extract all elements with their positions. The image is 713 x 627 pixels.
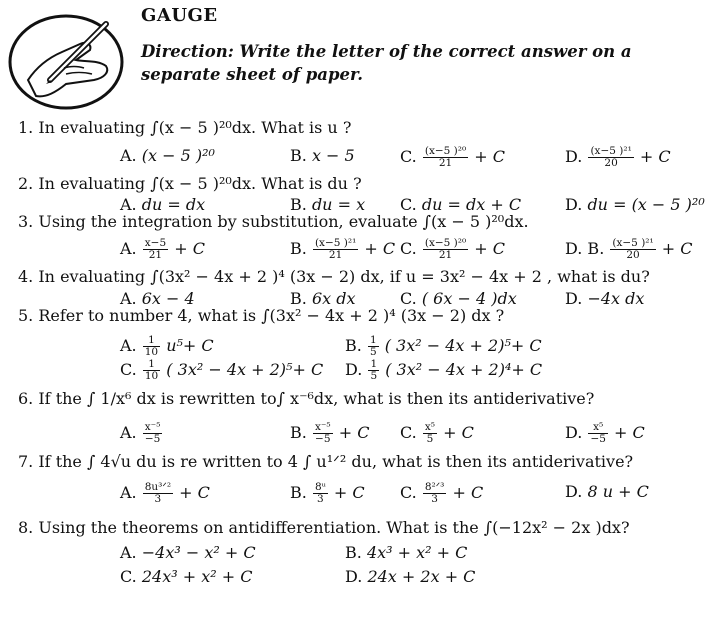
option-fraction bbox=[143, 422, 163, 445]
option-fraction bbox=[143, 359, 160, 382]
option-letter: B. bbox=[290, 289, 312, 308]
answer-option bbox=[345, 543, 467, 562]
answer-option bbox=[400, 482, 483, 505]
answer-option bbox=[120, 146, 215, 165]
question-stem bbox=[18, 518, 630, 537]
answer-option bbox=[400, 238, 505, 261]
option-letter: A. bbox=[120, 289, 142, 308]
answer-option bbox=[345, 567, 475, 586]
fraction-denominator: 10 bbox=[144, 346, 159, 358]
option-fraction bbox=[588, 422, 607, 445]
option-letter: C. bbox=[400, 483, 422, 502]
question-number: 3. bbox=[18, 212, 39, 231]
option-text: 24x³ + x² + C bbox=[141, 567, 253, 586]
answer-option bbox=[290, 482, 365, 505]
question-text: In evaluating ∫(x − 5 )²⁰dx. What is du ? bbox=[38, 174, 362, 193]
question-number: 6. bbox=[18, 389, 39, 408]
question-number: 8. bbox=[18, 518, 39, 537]
fraction-numerator: (x−5 )²⁰ bbox=[424, 237, 467, 249]
fraction-denominator: 21 bbox=[438, 249, 453, 261]
option-text: ( 6x − 4 )dx bbox=[421, 289, 517, 308]
option-text: + C bbox=[359, 239, 396, 258]
fraction-denominator: 3 bbox=[317, 493, 324, 505]
answer-option bbox=[290, 238, 395, 261]
answer-option bbox=[120, 482, 210, 505]
option-fraction bbox=[143, 335, 160, 358]
fraction-numerator: x⁵ bbox=[424, 421, 435, 433]
option-fraction bbox=[368, 359, 379, 382]
option-fraction bbox=[588, 146, 633, 169]
fraction-denominator: −5 bbox=[144, 433, 161, 445]
answer-option bbox=[120, 567, 252, 586]
fraction-numerator: 8ᵘ bbox=[314, 481, 326, 493]
fraction-denominator: −5 bbox=[315, 433, 331, 445]
fraction-denominator: 3 bbox=[431, 493, 438, 505]
fraction-numerator: (x−5 )²⁰ bbox=[424, 145, 467, 157]
option-letter: A. bbox=[120, 195, 142, 214]
option-fraction bbox=[143, 482, 173, 505]
option-text: + C bbox=[437, 423, 474, 442]
fraction-numerator: (x−5 )²¹ bbox=[314, 237, 357, 249]
answer-option bbox=[565, 289, 644, 308]
fraction-denominator: 5 bbox=[370, 370, 378, 382]
fraction-denominator: 3 bbox=[154, 493, 162, 505]
option-text: + C bbox=[447, 483, 484, 502]
option-fraction bbox=[423, 146, 468, 169]
option-fraction bbox=[423, 482, 447, 505]
question-number: 5. bbox=[18, 306, 39, 325]
answer-option bbox=[565, 422, 645, 445]
option-fraction bbox=[423, 238, 468, 261]
fraction-numerator: x−5 bbox=[144, 237, 167, 249]
question-stem bbox=[18, 306, 504, 325]
option-letter: A. bbox=[120, 146, 142, 165]
option-fraction bbox=[610, 238, 655, 261]
answer-option bbox=[400, 422, 474, 445]
fraction-denominator: 21 bbox=[148, 249, 163, 261]
option-text: u⁵+ C bbox=[161, 336, 214, 355]
fraction-denominator: 10 bbox=[144, 370, 159, 382]
question-stem bbox=[18, 267, 650, 286]
option-text: du = x bbox=[311, 195, 366, 214]
option-letter: D. bbox=[345, 360, 368, 379]
question-text: If the ∫ 4√u du is re written to 4 ∫ u¹ᐟ² du, what is then its antiderivative? bbox=[38, 452, 634, 471]
question-text: Using the theorems on antidifferentiation. What is the ∫(−12x² − 2x )dx? bbox=[38, 518, 630, 537]
question-number: 1. bbox=[18, 118, 39, 137]
fraction-numerator: 8²ᐟ³ bbox=[424, 481, 445, 493]
fraction-denominator: 21 bbox=[328, 249, 343, 261]
question-text: Using the integration by substitution, evaluate ∫(x − 5 )²⁰dx. bbox=[38, 212, 529, 231]
option-text: ( 3x² − 4x + 2)⁴+ C bbox=[380, 360, 543, 379]
option-letter: C. bbox=[400, 147, 422, 166]
page-title: GAUGE bbox=[141, 5, 218, 26]
option-text: + C bbox=[174, 483, 210, 502]
option-text: 6x dx bbox=[311, 289, 356, 308]
question-stem bbox=[18, 174, 362, 193]
answer-option bbox=[400, 146, 505, 169]
fraction-denominator: 20 bbox=[626, 249, 640, 261]
option-letter: A. bbox=[120, 543, 142, 562]
question-text: In evaluating ∫(x − 5 )²⁰dx. What is u ? bbox=[38, 118, 352, 137]
option-text: ( 3x² − 4x + 2)⁵+ C bbox=[379, 336, 542, 355]
option-letter: C. bbox=[400, 289, 422, 308]
option-text: ( 3x² − 4x + 2)⁵+ C bbox=[161, 360, 324, 379]
option-text: (x − 5 )²⁰ bbox=[141, 146, 215, 165]
fraction-denominator: 5 bbox=[369, 346, 377, 358]
fraction-numerator: 1 bbox=[370, 358, 378, 370]
fraction-numerator: (x−5 )²¹ bbox=[590, 145, 632, 157]
fraction-numerator: 1 bbox=[143, 335, 160, 347]
hand-writing-icon bbox=[6, 10, 134, 112]
fraction-denominator: 5 bbox=[426, 433, 434, 445]
question-number: 4. bbox=[18, 267, 39, 286]
option-text: 24x + 2x + C bbox=[367, 567, 476, 586]
option-text: −4x³ − x² + C bbox=[141, 543, 256, 562]
option-text: + C bbox=[169, 239, 205, 258]
option-text: du = (x − 5 )²⁰ bbox=[587, 195, 705, 214]
option-letter: C. bbox=[120, 567, 142, 586]
option-letter: D. bbox=[565, 482, 588, 501]
option-letter: D. bbox=[345, 567, 368, 586]
fraction-numerator: x⁻⁵ bbox=[144, 421, 161, 433]
option-fraction bbox=[313, 422, 333, 445]
question-stem bbox=[18, 118, 351, 137]
option-text: du = dx bbox=[141, 195, 206, 214]
option-letter: D. bbox=[565, 289, 588, 308]
answer-option bbox=[120, 422, 163, 445]
question-number: 7. bbox=[18, 452, 39, 471]
answer-option bbox=[120, 238, 205, 261]
option-letter: C. bbox=[400, 423, 422, 442]
option-fraction bbox=[368, 335, 379, 358]
fraction-numerator: (x−5 )²¹ bbox=[612, 237, 654, 249]
option-letter: D. B. bbox=[565, 239, 610, 258]
option-letter: B. bbox=[290, 146, 312, 165]
option-letter: A. bbox=[120, 239, 142, 258]
option-text: + C bbox=[608, 423, 645, 442]
option-text: + C bbox=[656, 239, 693, 258]
option-letter: B. bbox=[345, 336, 367, 355]
question-stem bbox=[18, 452, 633, 471]
option-fraction bbox=[313, 482, 328, 505]
option-letter: D. bbox=[565, 423, 588, 442]
answer-option bbox=[345, 335, 542, 358]
option-letter: B. bbox=[290, 195, 312, 214]
option-text: + C bbox=[333, 423, 370, 442]
option-letter: D. bbox=[565, 147, 588, 166]
option-letter: A. bbox=[120, 423, 142, 442]
fraction-numerator: x⁵ bbox=[588, 422, 607, 434]
option-text: x − 5 bbox=[311, 146, 355, 165]
fraction-denominator: −5 bbox=[590, 433, 606, 445]
option-letter: B. bbox=[290, 483, 312, 502]
option-letter: A. bbox=[120, 483, 142, 502]
option-text: −4x dx bbox=[587, 289, 645, 308]
question-number: 2. bbox=[18, 174, 39, 193]
option-text: 6x − 4 bbox=[141, 289, 195, 308]
fraction-denominator: 20 bbox=[604, 157, 618, 169]
option-text: du = dx + C bbox=[421, 195, 522, 214]
answer-option bbox=[290, 422, 369, 445]
option-letter: B. bbox=[345, 543, 367, 562]
question-stem bbox=[18, 389, 594, 408]
option-fraction bbox=[423, 422, 437, 445]
fraction-numerator: 8u³ᐟ² bbox=[144, 481, 172, 493]
fraction-numerator: 1 bbox=[369, 334, 377, 346]
option-fraction bbox=[143, 238, 168, 261]
question-text: If the ∫ 1/x⁶ dx is rewritten to∫ x⁻⁶dx, what is then its antiderivative? bbox=[38, 389, 595, 408]
option-text: + C bbox=[469, 239, 506, 258]
option-letter: C. bbox=[400, 195, 422, 214]
option-text: + C bbox=[328, 483, 365, 502]
option-letter: D. bbox=[565, 195, 588, 214]
option-fraction bbox=[313, 238, 358, 261]
option-text: + C bbox=[469, 147, 506, 166]
option-letter: C. bbox=[120, 360, 142, 379]
answer-option bbox=[565, 482, 649, 501]
option-letter: B. bbox=[290, 423, 312, 442]
option-text: 8 u + C bbox=[587, 482, 649, 501]
option-text: + C bbox=[634, 147, 671, 166]
answer-option bbox=[120, 543, 256, 562]
fraction-denominator: 21 bbox=[438, 157, 453, 169]
answer-option bbox=[565, 146, 671, 169]
option-letter: A. bbox=[120, 336, 142, 355]
answer-option bbox=[565, 195, 705, 214]
answer-option bbox=[120, 335, 214, 358]
option-text: 4x³ + x² + C bbox=[366, 543, 468, 562]
question-text: In evaluating ∫(3x² − 4x + 2 )⁴ (3x − 2) dx, if u = 3x² − 4x + 2 , what is du? bbox=[38, 267, 650, 286]
fraction-numerator: x⁻⁵ bbox=[314, 421, 331, 433]
question-text: Refer to number 4, what is ∫(3x² − 4x + 2 )⁴ (3x − 2) dx ? bbox=[38, 306, 505, 325]
answer-option bbox=[565, 238, 693, 261]
direction-text: Direction: Write the letter of the correct answer on a separate sheet of paper. bbox=[141, 42, 632, 84]
fraction-numerator: 1 bbox=[143, 359, 160, 371]
answer-option bbox=[290, 146, 355, 165]
question-stem bbox=[18, 212, 529, 231]
option-letter: B. bbox=[290, 239, 312, 258]
option-letter: C. bbox=[400, 239, 422, 258]
answer-option bbox=[345, 359, 542, 382]
answer-option bbox=[120, 359, 323, 382]
